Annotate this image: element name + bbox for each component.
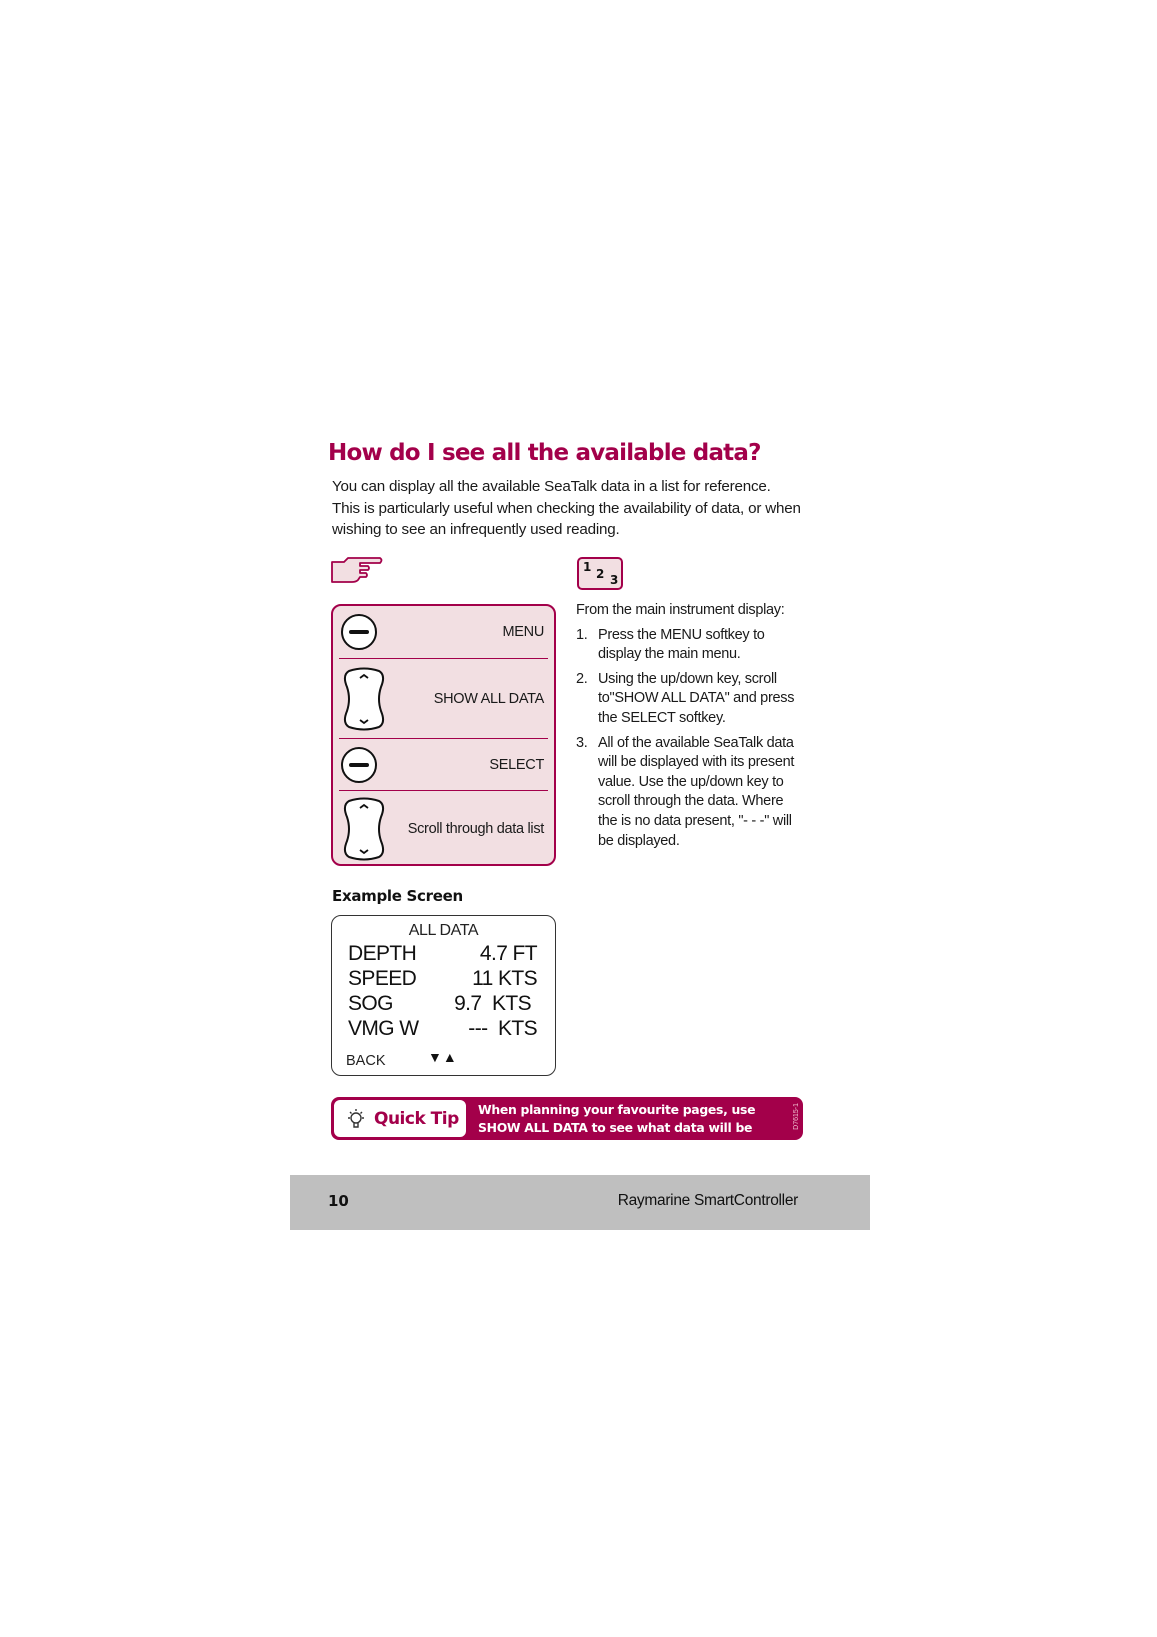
- step-digit-1: 1: [583, 560, 592, 574]
- back-softkey-label: BACK: [346, 1053, 386, 1069]
- up-down-key-icon: [339, 667, 389, 731]
- key-step-menu: [339, 606, 548, 658]
- page-number: 10: [328, 1192, 349, 1210]
- instructions-lead: From the main instrument display:: [576, 602, 785, 618]
- key-label-scroll: Scroll through data list: [407, 821, 544, 837]
- quick-tip: [331, 1097, 803, 1153]
- row-value: 4.7 FT: [479, 942, 537, 965]
- divider: [339, 658, 548, 659]
- screen-row: [348, 942, 537, 967]
- instruction-steps: [576, 626, 806, 852]
- key-step-scroll: [339, 792, 548, 866]
- screen-title: ALL DATA: [408, 922, 479, 939]
- step-number: 3.: [576, 734, 588, 751]
- step-digit-2: 2: [596, 567, 605, 581]
- row-value: --- KTS: [468, 1017, 537, 1040]
- row-label: VMG W: [348, 1017, 419, 1040]
- row-label: SOG: [348, 992, 393, 1015]
- row-value: 9.7 KTS: [454, 992, 531, 1015]
- pointing-hand-icon: [330, 556, 384, 584]
- page-footer: [290, 1175, 870, 1230]
- step-text: All of the available SeaTalk data will be displayed with its present value. Use the up/down key to scroll through the data. Where the is no data present, "- - -" will be displayed.: [598, 734, 795, 849]
- example-screen-heading: Example Screen: [332, 887, 463, 905]
- key-label-select: SELECT: [489, 757, 544, 773]
- screen-row: [348, 992, 537, 1017]
- instruction-step: [576, 734, 806, 852]
- example-screen: [331, 915, 556, 1076]
- figure-code: D7615-1: [793, 1103, 800, 1130]
- quick-tip-label: [333, 1099, 467, 1138]
- key-label-menu: MENU: [502, 624, 544, 640]
- intro-paragraph: You can display all the available SeaTalk data in a list for reference. This is particularly useful when checking the availability of data, or when wishing to see an infrequently used reading.: [332, 478, 801, 538]
- product-name: Raymarine SmartController: [617, 1192, 798, 1209]
- up-down-arrows-icon: ▼▲: [428, 1049, 458, 1065]
- step-digit-3: 3: [610, 573, 619, 587]
- instructions: [576, 601, 806, 856]
- instruction-step: [576, 626, 806, 665]
- quick-tip-title: Quick Tip: [374, 1108, 459, 1129]
- row-label: SPEED: [348, 967, 417, 990]
- key-step-select: [339, 740, 548, 790]
- lightbulb-icon: [344, 1107, 368, 1131]
- softkey-icon: [339, 745, 379, 785]
- row-label: DEPTH: [348, 942, 417, 965]
- step-text: Using the up/down key, scroll to"SHOW ALL DATA" and press the SELECT softkey.: [598, 670, 795, 726]
- step-number: 2.: [576, 670, 588, 687]
- row-value: 11 KTS: [472, 967, 537, 990]
- screen-row: [348, 1017, 537, 1042]
- step-text: Press the MENU softkey to display the main menu.: [598, 626, 765, 663]
- divider: [339, 738, 548, 739]
- divider: [339, 790, 548, 791]
- screen-row: [348, 967, 537, 992]
- step-number: 1.: [576, 626, 588, 643]
- key-label-show-all-data: SHOW ALL DATA: [433, 691, 544, 707]
- page-title: How do I see all the available data?: [328, 440, 761, 466]
- softkey-icon: [339, 612, 379, 652]
- key-sequence-panel: [331, 604, 556, 866]
- numbered-steps-icon: [577, 557, 623, 590]
- key-step-show-all-data: [339, 660, 548, 738]
- quick-tip-text: When planning your favourite pages, use SHOW ALL DATA to see what data will be shown: [478, 1102, 756, 1153]
- up-down-key-icon: [339, 797, 389, 861]
- instruction-step: [576, 670, 806, 729]
